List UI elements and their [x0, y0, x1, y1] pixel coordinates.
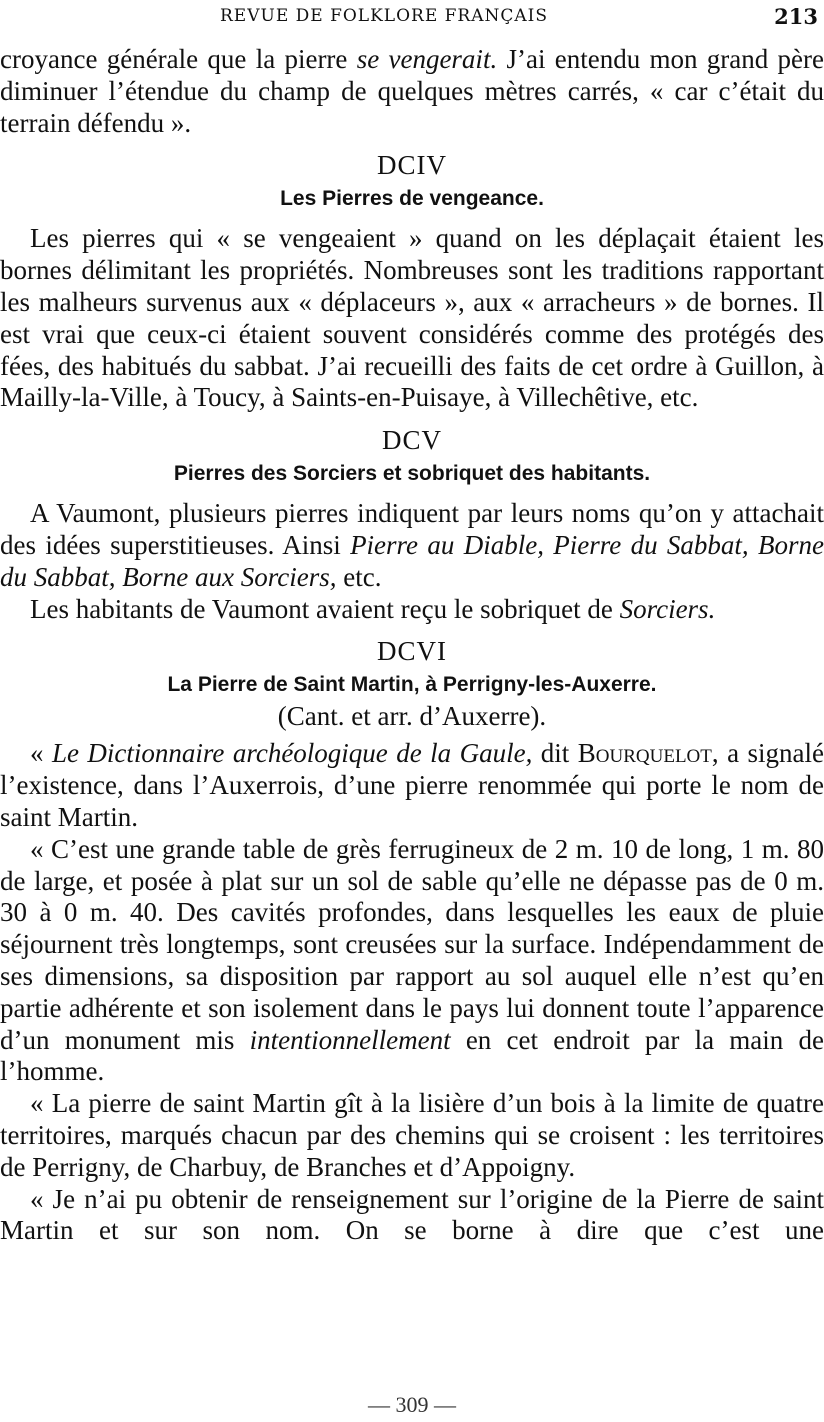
section-title-dciv: Les Pierres de vengeance.: [280, 187, 544, 211]
intro-text-c: J’ai entendu mon grand père diminuer l’étendue du champ de quelques mètres carrés, « car c’était du terrain défendu ».: [0, 44, 824, 138]
dcv-p1-italic: Pierre au Diable, Pierre du Sabbat, Borne du Sabbat, Borne aux Sorciers,: [0, 529, 824, 592]
running-title: REVUE DE FOLKLORE FRANÇAIS: [220, 6, 549, 26]
dcvi-p1-text-c: dit: [532, 738, 578, 769]
dcvi-p1-author: Bourquelot: [577, 738, 712, 769]
section-number-dcv: DCV: [381, 425, 442, 456]
body-text: [0, 44, 824, 1247]
running-header: [0, 4, 824, 32]
footer-page-number: — 309 —: [368, 1392, 456, 1417]
section-dcvi-paragraph-3: « La pierre de saint Martin gît à la lisière d’un bois à la limite de quatre territoires, marqués chacun par des chemins qui se croisent : les territoires de Perrigny, de Charbuy, de Branches et d’Appoigny.: [0, 1088, 824, 1182]
header-page-number: 213: [774, 4, 818, 29]
section-title-dcv: Pierres des Sorciers et sobriquet des habitants.: [173, 462, 651, 486]
dcvi-p1-italic: Le Dictionnaire archéologique de la Gaule,: [51, 738, 533, 769]
dcvi-p2-text-c: en cet endroit par la main de l’homme.: [0, 1024, 824, 1087]
section-subtitle-dcvi: (Cant. et arr. d’Auxerre).: [277, 701, 547, 732]
section-dcv-paragraph-2: [0, 594, 824, 626]
dcv-p2-text-a: Les habitants de Vaumont avaient reçu le sobriquet de: [30, 593, 620, 624]
intro-text-italic: se vengerait.: [356, 44, 498, 74]
dcvi-p1-open-quote: «: [30, 738, 52, 769]
dcv-p1-text-c: etc.: [336, 561, 382, 592]
dcvi-p2-text-a: « C’est une grande table de grès ferrugineux de 2 m. 10 de long, 1 m. 80 de large, et posée à plat sur un sol de sable qu’elle ne dépasse pas de 0 m. 30 à 0 m. 40. Des cavités profondes, dans lesquelles les eaux de pluie séjournent très longtemps, sont creusées sur la surface. Indépendamment de ses dimensions, sa disposition par rapport au sol auquel elle n’est qu’en partie adhérente et son isolement dans le pays lui donnent toute l’apparence d’un monument mis: [0, 833, 824, 1055]
section-dcvi-paragraph-4: « Je n’ai pu obtenir de renseignement sur l’origine de la Pierre de saint Martin et sur son nom. On se borne à dire que c’est une: [0, 1183, 824, 1246]
section-dciv-paragraph: Les pierres qui « se vengeaient » quand on les déplaçait étaient les bornes délimitant les propriétés. Nombreuses sont les traditions rapportant les malheurs survenus aux « déplaceurs », aux « arracheurs » de bornes. Il est vrai que ceux-ci étaient souvent considérés comme des protégés des fées, des habitués du sabbat. J’ai recueilli des faits de cet ordre à Guillon, à Mailly-la-Ville, à Toucy, à Saints-en-Puisaye, à Villechêtive, etc.: [0, 223, 824, 413]
section-title-dcvi: La Pierre de Saint Martin, à Perrigny-les-Auxerre.: [167, 673, 657, 697]
intro-text-a: croyance générale que la pierre: [0, 44, 357, 74]
section-dcvi-paragraph-1: [0, 738, 824, 833]
section-number-dcvi: DCVI: [377, 636, 447, 667]
intro-paragraph: [0, 44, 824, 139]
dcvi-p1-text-e: , a signalé l’existence, dans l’Auxerrois, d’une pierre renommée qui porte le nom de saint Martin.: [0, 738, 824, 832]
dcv-p1-text-a: A Vaumont, plusieurs pierres indiquent par leurs noms qu’on y attachait des idées superstitieuses. Ainsi: [0, 498, 824, 560]
section-number-dciv: DCIV: [377, 150, 447, 181]
section-dcvi-paragraph-2: [0, 834, 824, 1088]
section-dcv-paragraph-1: [0, 498, 824, 593]
dcv-p2-italic: Sorciers.: [619, 593, 716, 624]
dcvi-p2-italic: intentionnellement: [249, 1024, 451, 1055]
